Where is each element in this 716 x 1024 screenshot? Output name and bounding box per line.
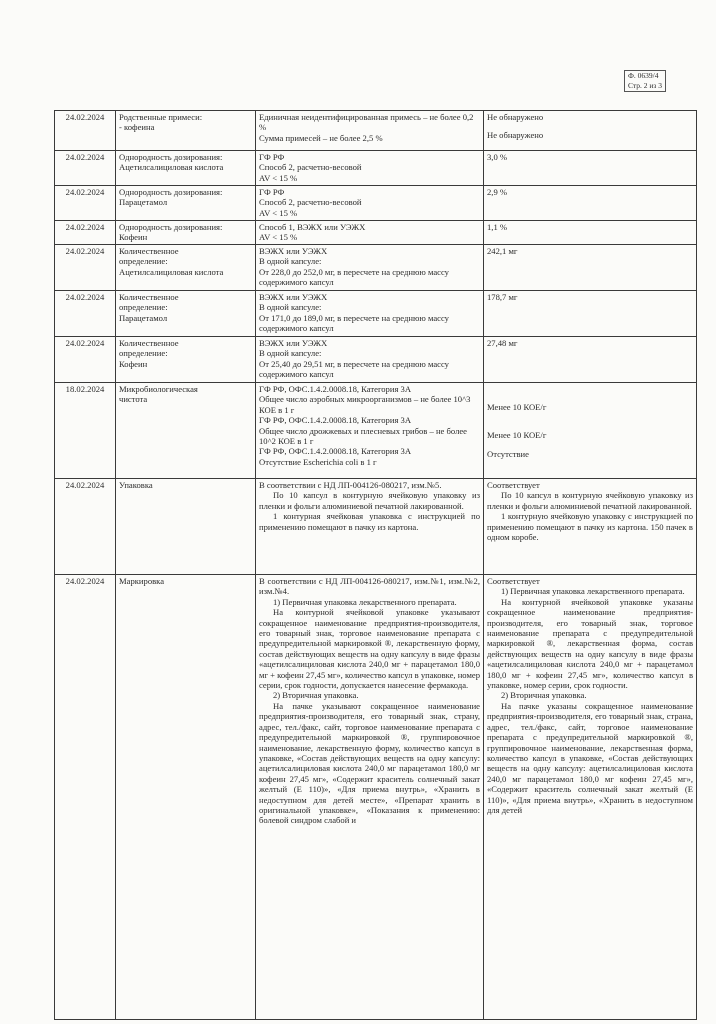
indicator-cell: Микробиологическая чистота <box>116 383 256 479</box>
form-code: Ф. 0639/4 <box>628 71 659 80</box>
form-stamp <box>624 70 666 92</box>
date-cell: 24.02.2024 <box>55 245 116 291</box>
table-row <box>55 245 697 291</box>
result-cell: 2,9 % <box>484 186 697 221</box>
date-cell: 24.02.2024 <box>55 186 116 221</box>
norm-cell: ВЭЖХ или УЭЖХ В одной капсуле: От 25,40 до 29,51 мг, в пересчете на среднюю массу содержимого капсул <box>256 337 484 383</box>
date-cell: 24.02.2024 <box>55 221 116 245</box>
indicator-cell: Маркировка <box>116 575 256 1020</box>
date-cell: 24.02.2024 <box>55 151 116 186</box>
norm-cell: ВЭЖХ или УЭЖХ В одной капсуле: От 228,0 до 252,0 мг, в пересчете на среднюю массу содержимого капсул <box>256 245 484 291</box>
date-cell: 18.02.2024 <box>55 383 116 479</box>
indicator-cell: Количественное определение: Ацетилсалициловая кислота <box>116 245 256 291</box>
table-row <box>55 383 697 479</box>
date-cell: 24.02.2024 <box>55 111 116 151</box>
norm-cell: Способ 1, ВЭЖХ или УЭЖХ AV < 15 % <box>256 221 484 245</box>
date-cell: 24.02.2024 <box>55 575 116 1020</box>
indicator-cell: Количественное определение: Парацетамол <box>116 291 256 337</box>
page-info: Стр. 2 из 3 <box>628 81 662 90</box>
indicator-cell: Однородность дозирования: Кофеин <box>116 221 256 245</box>
indicator-cell: Количественное определение: Кофеин <box>116 337 256 383</box>
table-row <box>55 575 697 1020</box>
table-row <box>55 479 697 575</box>
date-cell: 24.02.2024 <box>55 291 116 337</box>
norm-cell: В соответствии с НД ЛП-004126-080217, изм.№5. По 10 капсул в контурную ячейковую упаковку из пленки и фольги алюминиевой печатной лакированной. 1 контурная ячейковая упаковка с инструкцией по применению помещают в пачку из картона. <box>256 479 484 575</box>
date-cell: 24.02.2024 <box>55 479 116 575</box>
table-row <box>55 221 697 245</box>
result-cell: 242,1 мг <box>484 245 697 291</box>
table-row <box>55 186 697 221</box>
table-row <box>55 291 697 337</box>
norm-cell: ГФ РФ Способ 2, расчетно-весовой AV < 15 % <box>256 186 484 221</box>
table-row <box>55 337 697 383</box>
table-row <box>55 111 697 151</box>
result-cell: Соответствует 1) Первичная упаковка лекарственного препарата. На контурной ячейковой упаковке указаны сокращенное наименование предприятия-производителя, его товарный знак, торговое наименование препарата с предупредительной маркировкой ®, лекарственная форма, состав действующих веществ на одну капсулу в виде фразы «ацетилсалициловая кислота 240,0 мг + парацетамол 180,0 мг + кофеин 27,45 мг», количество капсул в упаковке, номер серии, срок годности. 2) Вторичная упаковка. На пачке указаны сокращенное наименование предприятия-производителя, его товарный знак, страна, адрес, тел./факс, сайт, торговое наименование препарата с предупредительной маркировкой ®, группировочное наименование, лекарственная форма, количество капсул в упаковке, «Состав действующих веществ на одну капсулу: ацетилсалициловая кислота 240,0 мг парацетамол 180,0 мг кофеин 27,45 мг», «Содержит краситель солнечный закат желтый (Е 110)», «Для приема внутрь», «Хранить в недоступном для детей <box>484 575 697 1020</box>
result-cell: Менее 10 КОЕ/г Менее 10 КОЕ/г Отсутствие <box>484 383 697 479</box>
indicator-cell: Родственные примеси: - кофеина <box>116 111 256 151</box>
norm-cell: Единичная неидентифицированная примесь – не более 0,2 % Сумма примесей – не более 2,5 % <box>256 111 484 151</box>
result-cell: Соответствует По 10 капсул в контурную ячейковую упаковку из пленки и фольги алюминиевой печатной лакированной. 1 контурную ячейковую упаковку с инструкцией по применению помещают в пачку из картона. 150 пачек в одном коробе. <box>484 479 697 575</box>
result-cell: 27,48 мг <box>484 337 697 383</box>
result-cell: Не обнаружено Не обнаружено <box>484 111 697 151</box>
analysis-table <box>54 110 697 1020</box>
norm-cell: ГФ РФ Способ 2, расчетно-весовой AV < 15 % <box>256 151 484 186</box>
norm-cell: ГФ РФ, ОФС.1.4.2.0008.18, Категория 3А Общее число аэробных микроорганизмов – не более 10^3 КОЕ в 1 г ГФ РФ, ОФС.1.4.2.0008.18, Категория 3А Общее число дрожжевых и плесневых грибов – не более 10^2 КОЕ в 1 г ГФ РФ, ОФС.1.4.2.0008.18, Категория 3А Отсутствие Escherichia coli в 1 г <box>256 383 484 479</box>
indicator-cell: Однородность дозирования: Парацетамол <box>116 186 256 221</box>
table-row <box>55 151 697 186</box>
indicator-cell: Упаковка <box>116 479 256 575</box>
norm-cell: В соответствии с НД ЛП-004126-080217, изм.№1, изм.№2, изм.№4. 1) Первичная упаковка лекарственного препарата. На контурной ячейковой упаковке указывают сокращенное наименование предприятия-производителя, его товарный знак, торговое наименование препарата с предупредительной маркировкой ®, лекарственную форму, состав действующих веществ на одну капсулу в виде фразы «ацетилсалициловая кислота 240,0 мг + парацетамол 180,0 мг + кофеин 27,45 мг», количество капсул в упаковке, номер серии, срок годности, допускается нанесение фермакода. 2) Вторичная упаковка. На пачке указывают сокращенное наименование предприятия-производителя, его товарный знак, страну, адрес, тел./факс, сайт, торговое наименование препарата с предупредительной маркировкой ®, группировочное наименование, лекарственную форму, количество капсул в упаковке, «Состав действующих веществ на одну капсулу: ацетилсалициловая кислота 240,0 мг парацетамол 180,0 мг кофеин 27,45 мг», «Содержит краситель солнечный закат желтый (Е 110)», «Для приема внутрь», «Хранить в недоступном для детей месте», «Препарат хранить в оригинальной упаковке», «Показания к применению: болевой синдром слабой и <box>256 575 484 1020</box>
date-cell: 24.02.2024 <box>55 337 116 383</box>
result-cell: 178,7 мг <box>484 291 697 337</box>
result-cell: 1,1 % <box>484 221 697 245</box>
norm-cell: ВЭЖХ или УЭЖХ В одной капсуле: От 171,0 до 189,0 мг, в пересчете на среднюю массу содержимого капсул <box>256 291 484 337</box>
result-cell: 3,0 % <box>484 151 697 186</box>
indicator-cell: Однородность дозирования: Ацетилсалициловая кислота <box>116 151 256 186</box>
